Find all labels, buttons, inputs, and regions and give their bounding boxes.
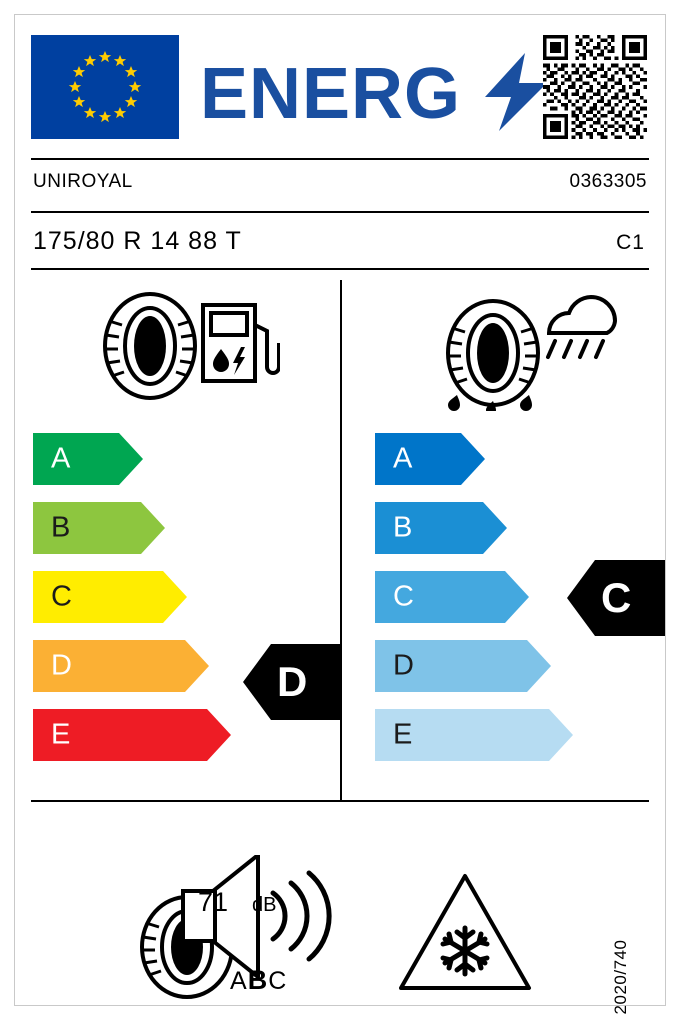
- divider-brand: [31, 211, 649, 213]
- divider-vertical: [340, 280, 342, 800]
- tyre-brand: UNIROYAL: [33, 171, 133, 192]
- fuel-rating-badge: [243, 644, 341, 720]
- tyre-icon: [448, 301, 538, 411]
- wet-grade-letter-d: D: [393, 649, 414, 682]
- noise-class-selected: B: [247, 965, 269, 995]
- wet-rating-letter: C: [601, 574, 632, 621]
- wet-grade-d: [375, 640, 551, 692]
- fuel-grade-d: [33, 640, 209, 692]
- fuel-pump-icon: [95, 291, 280, 401]
- noise-class-a: A: [230, 967, 248, 995]
- fuel-grade-c: [33, 571, 187, 623]
- fuel-rating-letter: D: [277, 658, 308, 705]
- wet-grade-letter-e: E: [393, 718, 413, 751]
- tyre-size: 175/80 R 14 88 T: [33, 227, 242, 255]
- fuel-grade-a: [33, 433, 143, 485]
- wet-grade-e: [375, 709, 573, 761]
- fuel-grade-b: [33, 502, 165, 554]
- tyre-code: 0363305: [569, 171, 647, 192]
- wet-grade-a: [375, 433, 485, 485]
- divider-bottom: [31, 800, 649, 802]
- divider-size: [31, 268, 649, 270]
- regulation-code: 2020/740: [611, 939, 630, 1015]
- eu-flag-icon: [31, 35, 179, 139]
- wet-grade-c: [375, 571, 529, 623]
- wet-rating-badge: [567, 560, 665, 636]
- fuel-grade-e: [33, 709, 231, 761]
- cloud-rain-icon: [548, 297, 615, 357]
- energy-label-card: [14, 14, 666, 1015]
- wet-grade-letter-c: C: [393, 580, 414, 613]
- fuel-grade-letter-c: C: [51, 580, 72, 613]
- regulation-code-wrap: [611, 857, 641, 1015]
- fuel-grade-letter-e: E: [51, 718, 71, 751]
- page-title: ENERG: [200, 54, 462, 134]
- noise-value: 71: [198, 887, 229, 917]
- fuel-grade-letter-b: B: [51, 511, 71, 544]
- tyre-icon: [105, 294, 195, 398]
- rain-cloud-icon: [435, 291, 620, 411]
- wet-grade-letter-a: A: [393, 442, 413, 475]
- label-header: [15, 15, 665, 158]
- qr-code-icon: [543, 35, 647, 139]
- pump-icon: [203, 305, 279, 381]
- snowflake-mountain-icon: [395, 870, 535, 995]
- tyre-class: C1: [616, 231, 645, 254]
- divider-header: [31, 158, 649, 160]
- noise-class-group: [230, 965, 287, 996]
- noise-unit: dB: [252, 894, 277, 916]
- fuel-grade-letter-d: D: [51, 649, 72, 682]
- wet-grade-letter-b: B: [393, 511, 413, 544]
- noise-class-c: C: [268, 967, 288, 995]
- fuel-grade-letter-a: A: [51, 442, 71, 475]
- fuel-efficiency-scale: [33, 433, 333, 778]
- eu-stars-icon: [31, 35, 179, 139]
- fuel-grade-shape-a: [33, 433, 143, 485]
- wet-grade-shape-a: [375, 433, 485, 485]
- wet-grade-b: [375, 502, 507, 554]
